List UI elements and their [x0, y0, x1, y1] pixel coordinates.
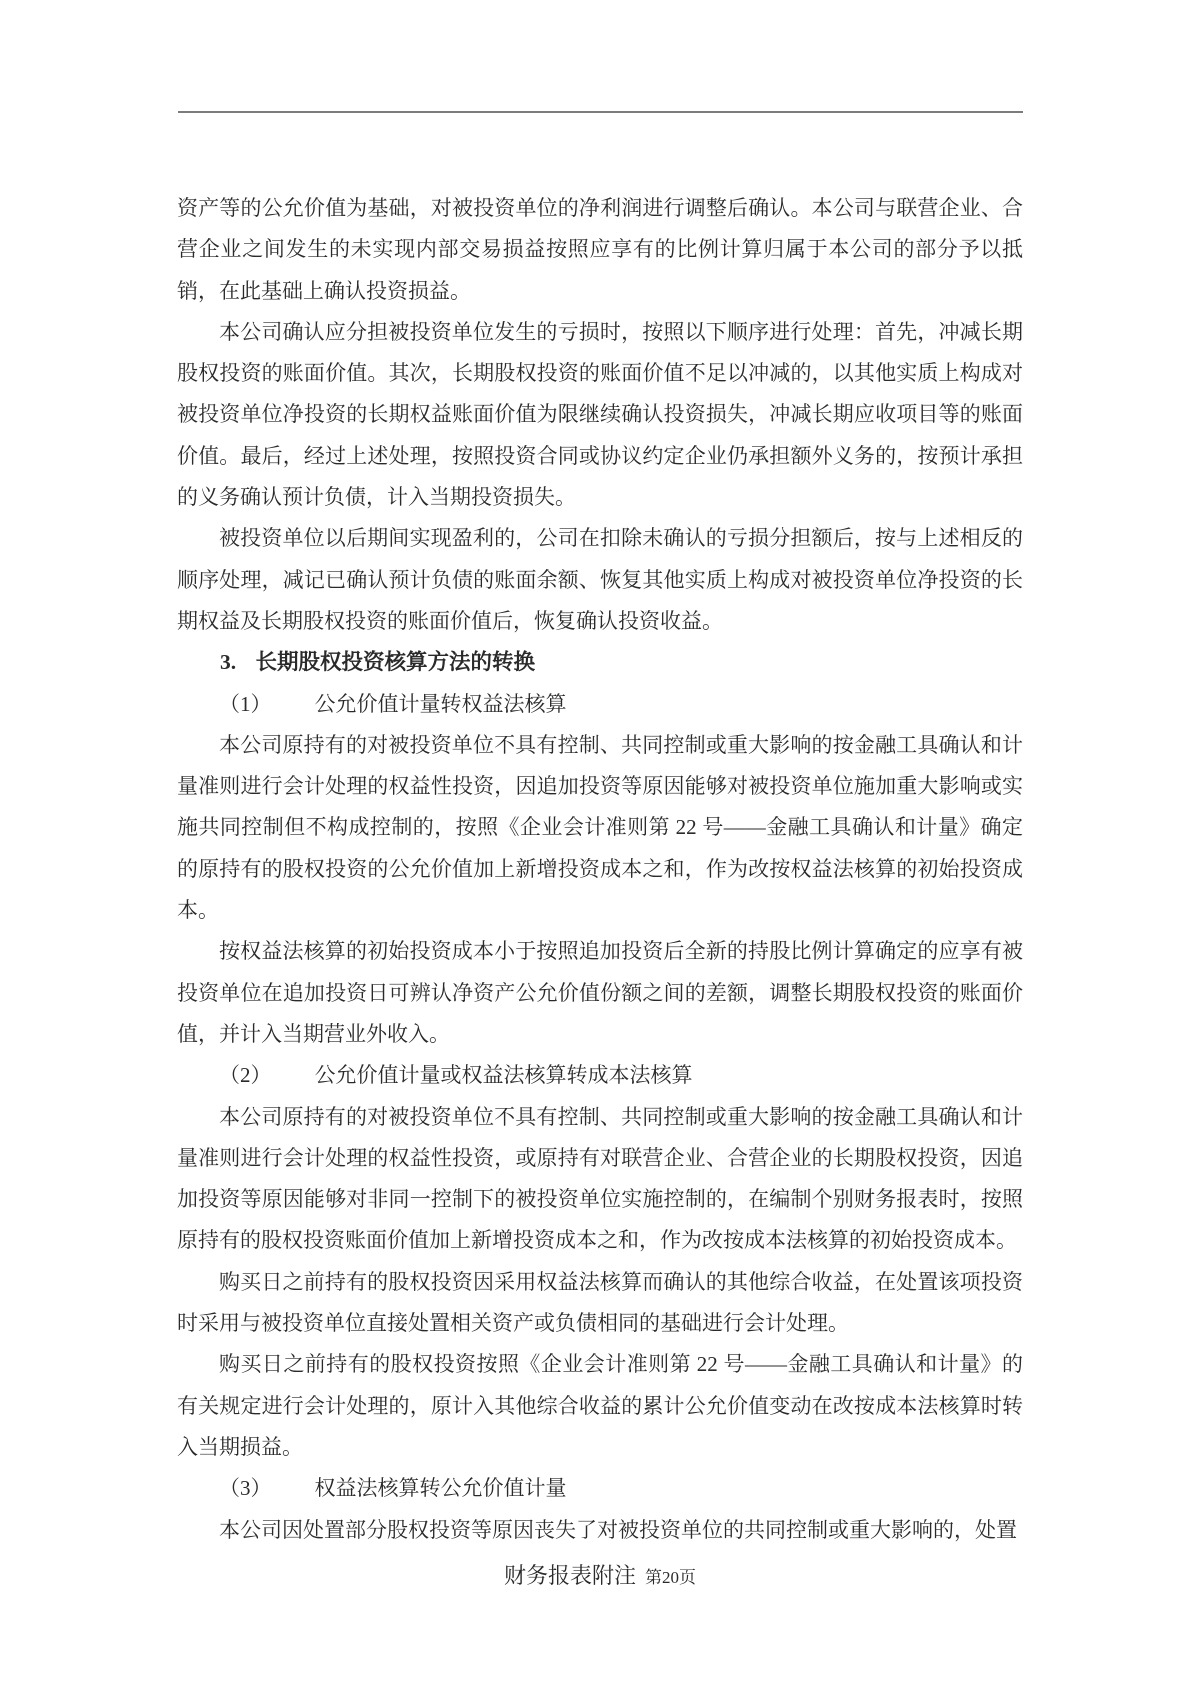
paragraph: 本公司原持有的对被投资单位不具有控制、共同控制或重大影响的按金融工具确认和计量准则进行会计处理的权益性投资，因追加投资等原因能够对被投资单位施加重大影响或实施共同控制但不构成控制的，按照《企业会计准则第 22 号——金融工具确认和计量》确定的原持有的股权投资的公允价值加上新增投资成本之和，作为改按权益法核算的初始投资成本。 — [177, 732, 1023, 923]
subsection-title: 权益法核算转公允价值计量 — [314, 1476, 567, 1501]
subsection-number: （3） — [219, 1476, 272, 1501]
paragraph: 资产等的公允价值为基础，对被投资单位的净利润进行调整后确认。本公司与联营企业、合营企业之间发生的未实现内部交易损益按照应享有的比例计算归属于本公司的部分予以抵销，在此基础上确认投资损益。 — [177, 196, 1023, 303]
header-rule — [178, 111, 1023, 113]
footer-title: 财务报表附注 — [503, 1563, 636, 1588]
paragraph: 被投资单位以后期间实现盈利的，公司在扣除未确认的亏损分担额后，按与上述相反的顺序处理，减记已确认预计负债的账面余额、恢复其他实质上构成对被投资单位净投资的长期权益及长期股权投资的账面价值后，恢复确认投资收益。 — [177, 526, 1023, 633]
subsection-number: （1） — [219, 691, 272, 716]
subsection-title: 公允价值计量转权益法核算 — [314, 691, 567, 716]
paragraph: 本公司因处置部分股权投资等原因丧失了对被投资单位的共同控制或重大影响的，处置 — [219, 1517, 1017, 1542]
section-number: 3. — [220, 650, 237, 675]
subsection-title: 公允价值计量或权益法核算转成本法核算 — [314, 1063, 693, 1088]
paragraph: 本公司原持有的对被投资单位不具有控制、共同控制或重大影响的按金融工具确认和计量准则进行会计处理的权益性投资，或原持有对联营企业、合营企业的长期股权投资，因追加投资等原因能够对非同一控制下的被投资单位实施控制的，在编制个别财务报表时，按照原持有的股权投资账面价值加上新增投资成本之和，作为改按成本法核算的初始投资成本。 — [177, 1104, 1023, 1253]
subsection-number: （2） — [219, 1063, 272, 1088]
paragraph: 购买日之前持有的股权投资因采用权益法核算而确认的其他综合收益，在处置该项投资时采用与被投资单位直接处置相关资产或负债相同的基础进行会计处理。 — [177, 1269, 1023, 1336]
paragraph: 本公司确认应分担被投资单位发生的亏损时，按照以下顺序进行处理：首先，冲减长期股权投资的账面价值。其次，长期股权投资的账面价值不足以冲减的，以其他实质上构成对被投资单位净投资的长期权益账面价值为限继续确认投资损失，冲减长期应收项目等的账面价值。最后，经过上述处理，按照投资合同或协议约定企业仍承担额外义务的，按预计承担的义务确认预计负债，计入当期投资损失。 — [177, 319, 1023, 510]
document-body — [177, 188, 1023, 1551]
page-footer — [0, 1561, 1200, 1594]
section-heading — [177, 642, 1023, 683]
subsection-heading — [177, 684, 1023, 725]
paragraph: 按权益法核算的初始投资成本小于按照追加投资后全新的持股比例计算确定的应享有被投资单位在追加投资日可辨认净资产公允价值份额之间的差额，调整长期股权投资的账面价值，并计入当期营业外收入。 — [177, 939, 1023, 1046]
subsection-heading — [177, 1468, 1023, 1509]
paragraph: 购买日之前持有的股权投资按照《企业会计准则第 22 号——金融工具确认和计量》的有关规定进行会计处理的，原计入其他综合收益的累计公允价值变动在改按成本法核算时转入当期损益。 — [177, 1352, 1023, 1459]
page-number: 第20页 — [645, 1568, 696, 1587]
subsection-heading — [177, 1055, 1023, 1096]
section-title: 长期股权投资核算方法的转换 — [255, 650, 535, 675]
